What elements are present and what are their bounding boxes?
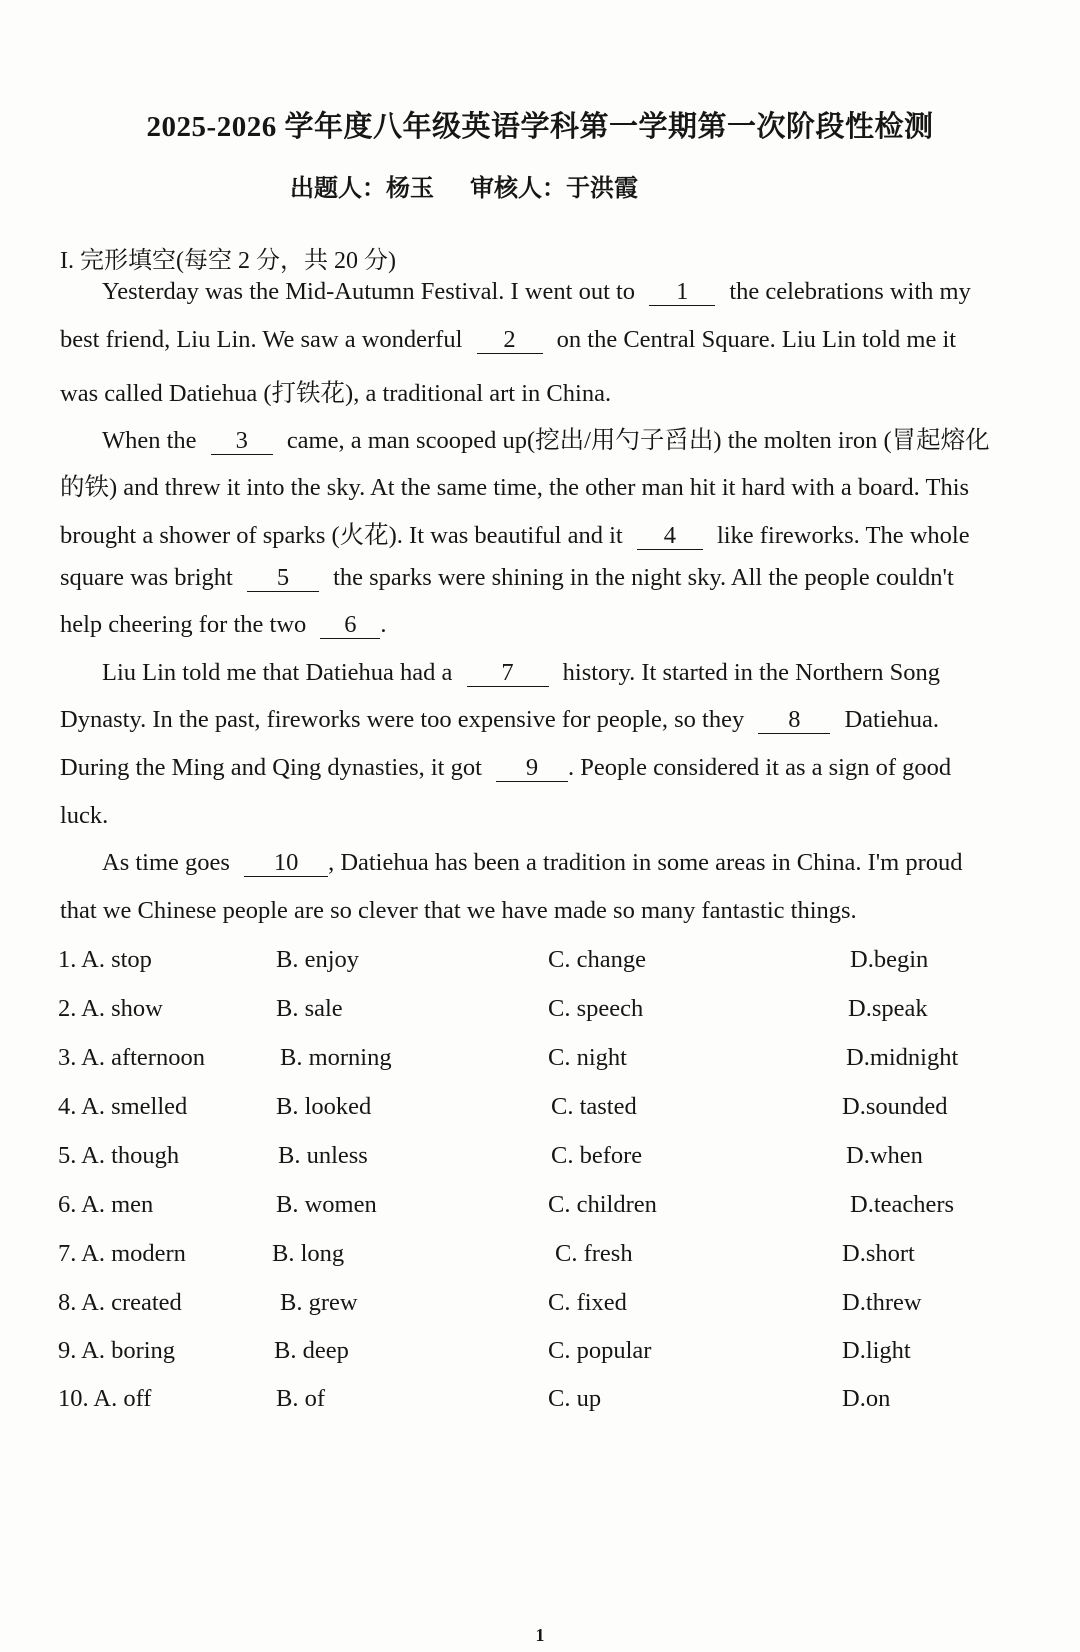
passage-text: on the Central Square. Liu Lin told me it (556, 326, 957, 353)
blank-5: 5 (247, 565, 319, 592)
passage-line (60, 564, 1020, 592)
blank-4: 4 (637, 523, 703, 550)
option-c: C. speech (548, 995, 644, 1022)
passage-text: . People considered it as a sign of good (568, 754, 952, 781)
reviewer-label: 审核人：于洪霞 (470, 176, 638, 202)
option-c: C. change (548, 946, 646, 973)
option-b: B. morning (280, 1044, 392, 1071)
option-c: C. night (548, 1044, 627, 1071)
passage-line (60, 706, 1020, 734)
passage-line (102, 659, 1020, 687)
option-a: 3. A. afternoon (58, 1044, 205, 1071)
option-a: 5. A. though (58, 1142, 180, 1169)
setter-label: 出题人：杨玉 (290, 176, 434, 202)
passage-text: . (380, 611, 387, 638)
passage-line: that we Chinese people are so clever that we have made so many fantastic things. (60, 897, 857, 924)
option-d: D.light (842, 1337, 911, 1364)
option-a: 8. A. created (58, 1289, 182, 1316)
option-d: D.sounded (842, 1093, 948, 1120)
passage-line (60, 611, 1020, 639)
passage-text: square was bright (60, 564, 233, 591)
passage-text: , Datiehua has been a tradition in some areas in China. I'm proud (328, 849, 963, 876)
passage-text: best friend, Liu Lin. We saw a wonderful (60, 326, 463, 353)
exam-title: 2025-2026 学年度八年级英语学科第一学期第一次阶段性检测 (146, 111, 934, 143)
option-b: B. women (276, 1191, 377, 1218)
option-b: B. deep (274, 1337, 349, 1364)
passage-line: 的铁) and threw it into the sky. At the same time, the other man hit it hard with a board. This (60, 474, 970, 501)
option-d: D.on (842, 1385, 891, 1412)
passage-text: like fireworks. The whole (716, 522, 970, 549)
passage-text: came, a man scooped up(挖出/用勺子舀出) the molten iron (冒起熔化 (286, 427, 990, 454)
passage-line: was called Datiehua (打铁花), a traditional art in China. (60, 380, 612, 407)
option-b: B. sale (276, 995, 343, 1022)
passage-text: Dynasty. In the past, fireworks were too expensive for people, so they (60, 706, 745, 733)
passage-line (60, 754, 1020, 782)
option-c: C. tasted (551, 1093, 637, 1120)
passage-text: During the Ming and Qing dynasties, it got (60, 754, 482, 781)
passage-text: Yesterday was the Mid-Autumn Festival. I went out to (102, 278, 636, 305)
passage-text: When the (102, 427, 197, 454)
option-a: 2. A. show (58, 995, 163, 1022)
option-d: D.short (842, 1240, 915, 1267)
option-c: C. popular (548, 1337, 652, 1364)
option-a: 9. A. boring (58, 1337, 176, 1364)
option-a: 1. A. stop (58, 946, 152, 973)
option-d: D.speak (848, 995, 928, 1022)
option-b: B. grew (280, 1289, 358, 1316)
passage-line (102, 421, 1020, 456)
passage-line (102, 278, 1020, 306)
blank-7: 7 (467, 660, 549, 687)
option-a: 4. A. smelled (58, 1093, 188, 1120)
passage-line (102, 849, 1020, 877)
page-number: 1 (535, 1625, 545, 1645)
option-d: D.midnight (846, 1044, 959, 1071)
option-c: C. fresh (555, 1240, 633, 1267)
option-a: 7. A. modern (58, 1240, 186, 1267)
option-c: C. before (551, 1142, 643, 1169)
option-d: D.begin (850, 946, 929, 973)
section-heading: I. 完形填空(每空 2 分，共 20 分) (60, 248, 396, 274)
option-d: D.teachers (850, 1191, 955, 1218)
blank-2: 2 (477, 327, 543, 354)
passage-line (60, 326, 1020, 354)
passage-text: the celebrations with my (729, 278, 971, 305)
option-d: D.when (846, 1142, 923, 1169)
option-b: B. long (272, 1240, 345, 1267)
passage-text: history. It started in the Northern Song (562, 659, 941, 686)
passage-text: brought a shower of sparks (火花). It was beautiful and it (60, 522, 623, 549)
option-c: C. up (548, 1385, 602, 1412)
passage-text: the sparks were shining in the night sky. All the people couldn't (333, 564, 954, 591)
blank-6: 6 (320, 612, 380, 639)
passage-text: As time goes (102, 849, 230, 876)
blank-3: 3 (211, 428, 273, 455)
passage-text: Liu Lin told me that Datiehua had a (102, 659, 453, 686)
option-b: B. enjoy (276, 946, 360, 973)
option-b: B. looked (276, 1093, 372, 1120)
exam-authors (290, 168, 638, 203)
option-b: B. of (276, 1385, 325, 1412)
passage-text: help cheering for the two (60, 611, 307, 638)
option-b: B. unless (278, 1142, 368, 1169)
passage-line (60, 516, 1020, 551)
option-c: C. children (548, 1191, 657, 1218)
passage-line: luck. (60, 802, 109, 829)
option-c: C. fixed (548, 1289, 627, 1316)
option-a: 10. A. off (58, 1385, 152, 1412)
option-a: 6. A. men (58, 1191, 154, 1218)
blank-10: 10 (244, 850, 328, 877)
blank-8: 8 (758, 707, 830, 734)
option-d: D.threw (842, 1289, 922, 1316)
passage-text: Datiehua. (844, 706, 940, 733)
blank-1: 1 (649, 279, 715, 306)
blank-9: 9 (496, 755, 568, 782)
